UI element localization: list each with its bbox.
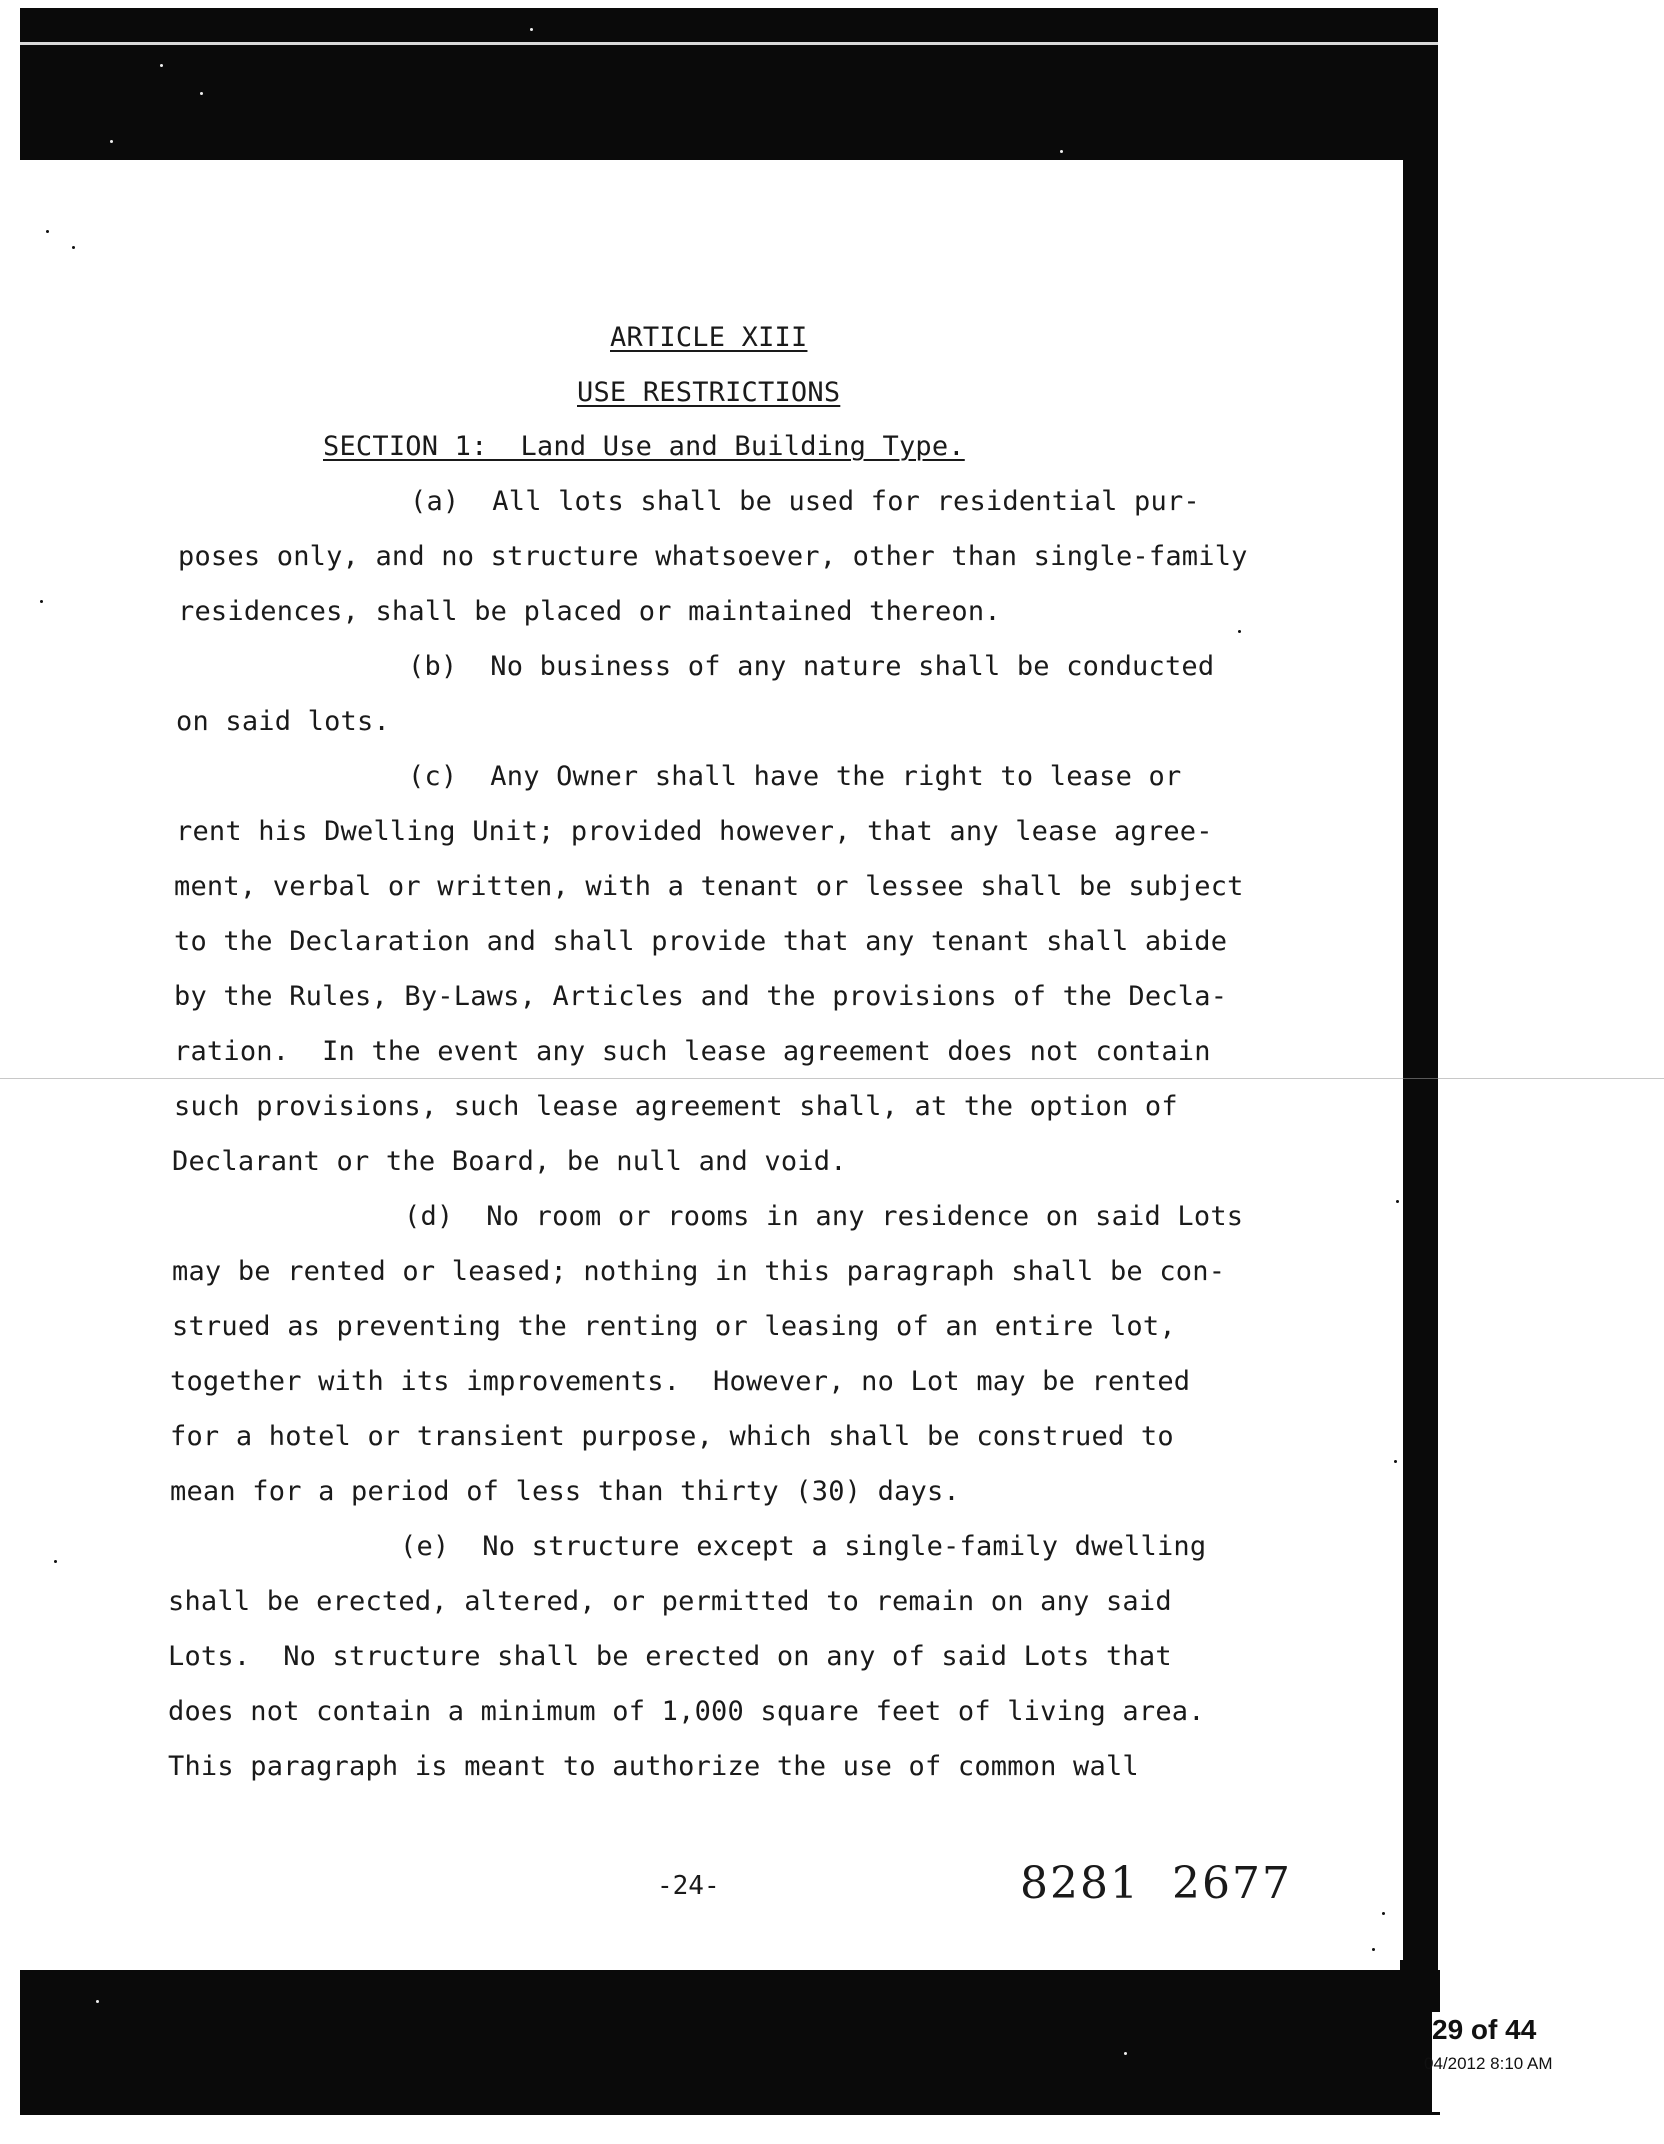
article-heading: ARTICLE XIII: [610, 322, 808, 353]
body-line: Lots. No structure shall be erected on any of said Lots that: [168, 1641, 1172, 1672]
recording-stamp: [1020, 1858, 1292, 1909]
scan-border-right: [1400, 150, 1438, 1980]
scan-speck: [1394, 1460, 1397, 1463]
body-line: strued as preventing the renting or leasing of an entire lot,: [172, 1311, 1176, 1342]
body-line: poses only, and no structure whatsoever, other than single-family: [178, 541, 1248, 572]
page-count: 29 of 44: [1432, 2014, 1537, 2045]
scan-speck: [1372, 1948, 1375, 1951]
scan-speck: [54, 1560, 57, 1563]
body-line: may be rented or leased; nothing in this paragraph shall be con-: [172, 1256, 1226, 1287]
body-line: (d) No room or rooms in any residence on said Lots: [404, 1201, 1244, 1232]
body-line: rent his Dwelling Unit; provided however, that any lease agree-: [176, 816, 1213, 847]
body-line: mean for a period of less than thirty (30) days.: [170, 1476, 960, 1507]
body-line: Declarant or the Board, be null and void.: [172, 1146, 847, 1177]
body-line: by the Rules, By-Laws, Articles and the provisions of the Decla-: [174, 981, 1228, 1012]
print-timestamp: 04/2012 8:10 AM: [1424, 2054, 1553, 2073]
body-line: together with its improvements. However, no Lot may be rented: [170, 1366, 1191, 1397]
scan-speck: [200, 92, 203, 95]
body-line: to the Declaration and shall provide that any tenant shall abide: [174, 926, 1228, 957]
body-line: such provisions, such lease agreement shall, at the option of: [174, 1091, 1178, 1122]
body-line: shall be erected, altered, or permitted to remain on any said: [168, 1586, 1172, 1617]
section-heading: SECTION 1: Land Use and Building Type.: [323, 431, 965, 462]
body-line: (c) Any Owner shall have the right to lease or: [408, 761, 1182, 792]
body-line: (b) No business of any nature shall be conducted: [408, 651, 1215, 682]
body-line: (a) All lots shall be used for residential pur-: [410, 486, 1200, 517]
scan-speck: [40, 600, 43, 603]
scan-speck: [1396, 1200, 1399, 1203]
scan-speck: [1060, 150, 1063, 153]
scan-speck: [72, 246, 75, 249]
body-line: on said lots.: [176, 706, 390, 737]
scan-border-line: [20, 42, 1438, 45]
stamp-book: 8281: [1020, 1858, 1140, 1909]
article-title: USE RESTRICTIONS: [577, 377, 841, 408]
scan-speck: [110, 140, 113, 143]
scan-speck: [160, 64, 163, 67]
scan-speck: [530, 28, 533, 31]
body-line: for a hotel or transient purpose, which shall be construed to: [170, 1421, 1174, 1452]
scan-border-bottom: [20, 1970, 1440, 2115]
scan-border-top: [20, 8, 1438, 160]
body-line: residences, shall be placed or maintained thereon.: [178, 596, 1001, 627]
scan-edge: [1400, 160, 1403, 1960]
stamp-page: 2677: [1171, 1858, 1292, 1909]
scan-speck: [1382, 1912, 1385, 1915]
scan-speck: [1124, 2052, 1127, 2055]
scan-speck: [96, 2000, 99, 2003]
scan-speck: [46, 230, 49, 233]
body-line: does not contain a minimum of 1,000 square feet of living area.: [168, 1696, 1205, 1727]
body-line: ration. In the event any such lease agreement does not contain: [174, 1036, 1211, 1067]
body-line: (e) No structure except a single-family dwelling: [400, 1531, 1207, 1562]
page-number: -24-: [657, 1871, 720, 1901]
body-line: ment, verbal or written, with a tenant or lessee shall be subject: [174, 871, 1244, 902]
scan-speck: [1238, 630, 1241, 633]
body-line: This paragraph is meant to authorize the use of common wall: [168, 1751, 1139, 1782]
scan-line: [0, 1078, 1664, 1079]
